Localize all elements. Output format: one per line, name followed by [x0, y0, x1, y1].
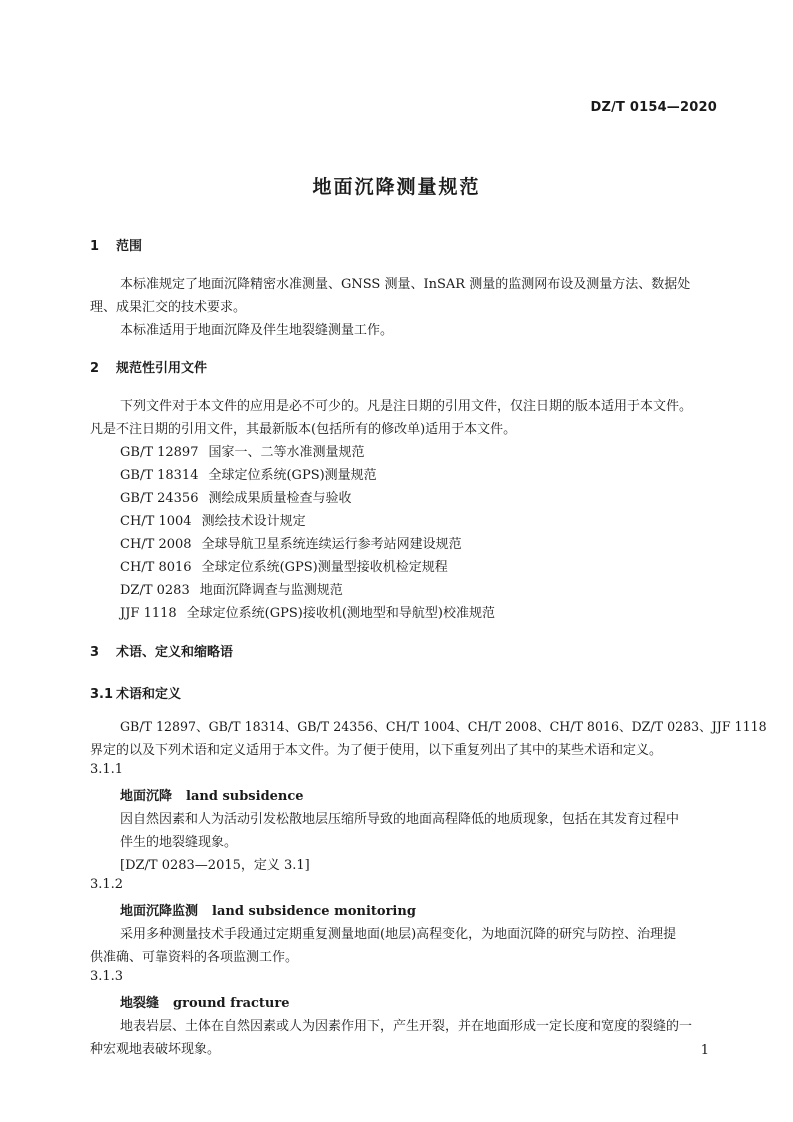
reference-name: 地面沉降调查与监测规范 [199, 583, 343, 598]
reference-code: DZ/T 0283 [120, 583, 190, 598]
paragraph-line: 凡是不注日期的引用文件，其最新版本(包括所有的修改单)适用于本文件。 [90, 422, 517, 437]
section-title: 术语、定义和缩略语 [116, 645, 234, 660]
reference-item [120, 602, 495, 621]
paragraph-line: 下列文件对于本文件的应用是必不可少的。凡是注日期的引用文件，仅注日期的版本适用于本文件。 [120, 399, 693, 414]
term-chinese: 地面沉降监测 [120, 904, 199, 919]
reference-code: CH/T 2008 [120, 537, 192, 552]
reference-item [120, 533, 462, 552]
reference-item [120, 487, 352, 506]
term-entry [120, 785, 304, 804]
definition-line: 采用多种测量技术手段通过定期重复测量地面(地层)高程变化，为地面沉降的研究与防控、治理提 [120, 927, 677, 942]
definition-line: 供准确、可靠资料的各项监测工作。 [90, 950, 299, 965]
term-chinese: 地面沉降 [120, 789, 173, 804]
term-entry [120, 900, 416, 919]
page-number: 1 [700, 1043, 709, 1058]
reference-code: GB/T 12897 [120, 445, 199, 460]
subsection-title: 术语和定义 [116, 687, 182, 702]
term-chinese: 地裂缝 [120, 996, 160, 1011]
reference-name: 全球定位系统(GPS)测量规范 [208, 468, 377, 483]
section-title: 范围 [116, 239, 143, 254]
definition-line: 伴生的地裂缝现象。 [120, 835, 238, 850]
term-number: 3.1.2 [90, 877, 124, 892]
paragraph-line: 界定的以及下列术语和定义适用于本文件。为了便于使用，以下重复列出了其中的某些术语和定义。 [90, 743, 663, 758]
reference-name: 测绘成果质量检查与验收 [208, 491, 352, 506]
section-title: 规范性引用文件 [116, 361, 208, 376]
definition-line: 因自然因素和人为活动引发松散地层压缩所导致的地面高程降低的地质现象，包括在其发育过程中 [120, 812, 680, 827]
term-english: land subsidence [186, 789, 304, 804]
reference-item [120, 579, 343, 598]
reference-name: 全球定位系统(GPS)测量型接收机检定规程 [201, 560, 448, 575]
term-source: [DZ/T 0283—2015，定义 3.1] [120, 858, 310, 873]
reference-code: GB/T 24356 [120, 491, 199, 506]
standard-code: DZ/T 0154—2020 [590, 100, 717, 115]
section-3-heading [90, 641, 233, 660]
subsection-3-1-heading [90, 683, 181, 702]
reference-item [120, 464, 377, 483]
term-number: 3.1.3 [90, 969, 124, 984]
paragraph-line: GB/T 12897、GB/T 18314、GB/T 24356、CH/T 1004、CH/T 2008、CH/T 8016、DZ/T 0283、JJF 1118 [120, 719, 767, 734]
reference-name: 测绘技术设计规定 [201, 514, 306, 529]
reference-code: GB/T 18314 [120, 468, 199, 483]
reference-name: 全球定位系统(GPS)接收机(测地型和导航型)校准规范 [186, 606, 495, 621]
paragraph-line: 理、成果汇交的技术要求。 [90, 300, 247, 315]
reference-code: CH/T 1004 [120, 514, 192, 529]
reference-name: 全球导航卫星系统连续运行参考站网建设规范 [201, 537, 462, 552]
subsection-number: 3.1 [90, 687, 114, 702]
section-1-heading [90, 235, 142, 254]
document-title: 地面沉降测量规范 [312, 176, 481, 198]
definition-line: 种宏观地表破坏现象。 [90, 1042, 221, 1057]
term-english: ground fracture [173, 996, 290, 1011]
reference-item [120, 510, 306, 529]
reference-item [120, 556, 448, 575]
reference-name: 国家一、二等水准测量规范 [208, 445, 365, 460]
paragraph-line: 本标准适用于地面沉降及伴生地裂缝测量工作。 [120, 323, 394, 338]
reference-code: JJF 1118 [120, 606, 177, 621]
reference-code: CH/T 8016 [120, 560, 192, 575]
section-2-heading [90, 357, 207, 376]
term-entry [120, 992, 290, 1011]
term-english: land subsidence monitoring [212, 904, 416, 919]
section-number: 3 [90, 645, 100, 660]
paragraph-line: 本标准规定了地面沉降精密水准测量、GNSS 测量、InSAR 测量的监测网布设及测量方法、数据处 [120, 277, 691, 292]
section-number: 1 [90, 239, 100, 254]
definition-line: 地表岩层、土体在自然因素或人为因素作用下，产生开裂，并在地面形成一定长度和宽度的裂缝的一 [120, 1019, 693, 1034]
term-number: 3.1.1 [90, 762, 124, 777]
section-number: 2 [90, 361, 100, 376]
reference-item [120, 441, 365, 460]
